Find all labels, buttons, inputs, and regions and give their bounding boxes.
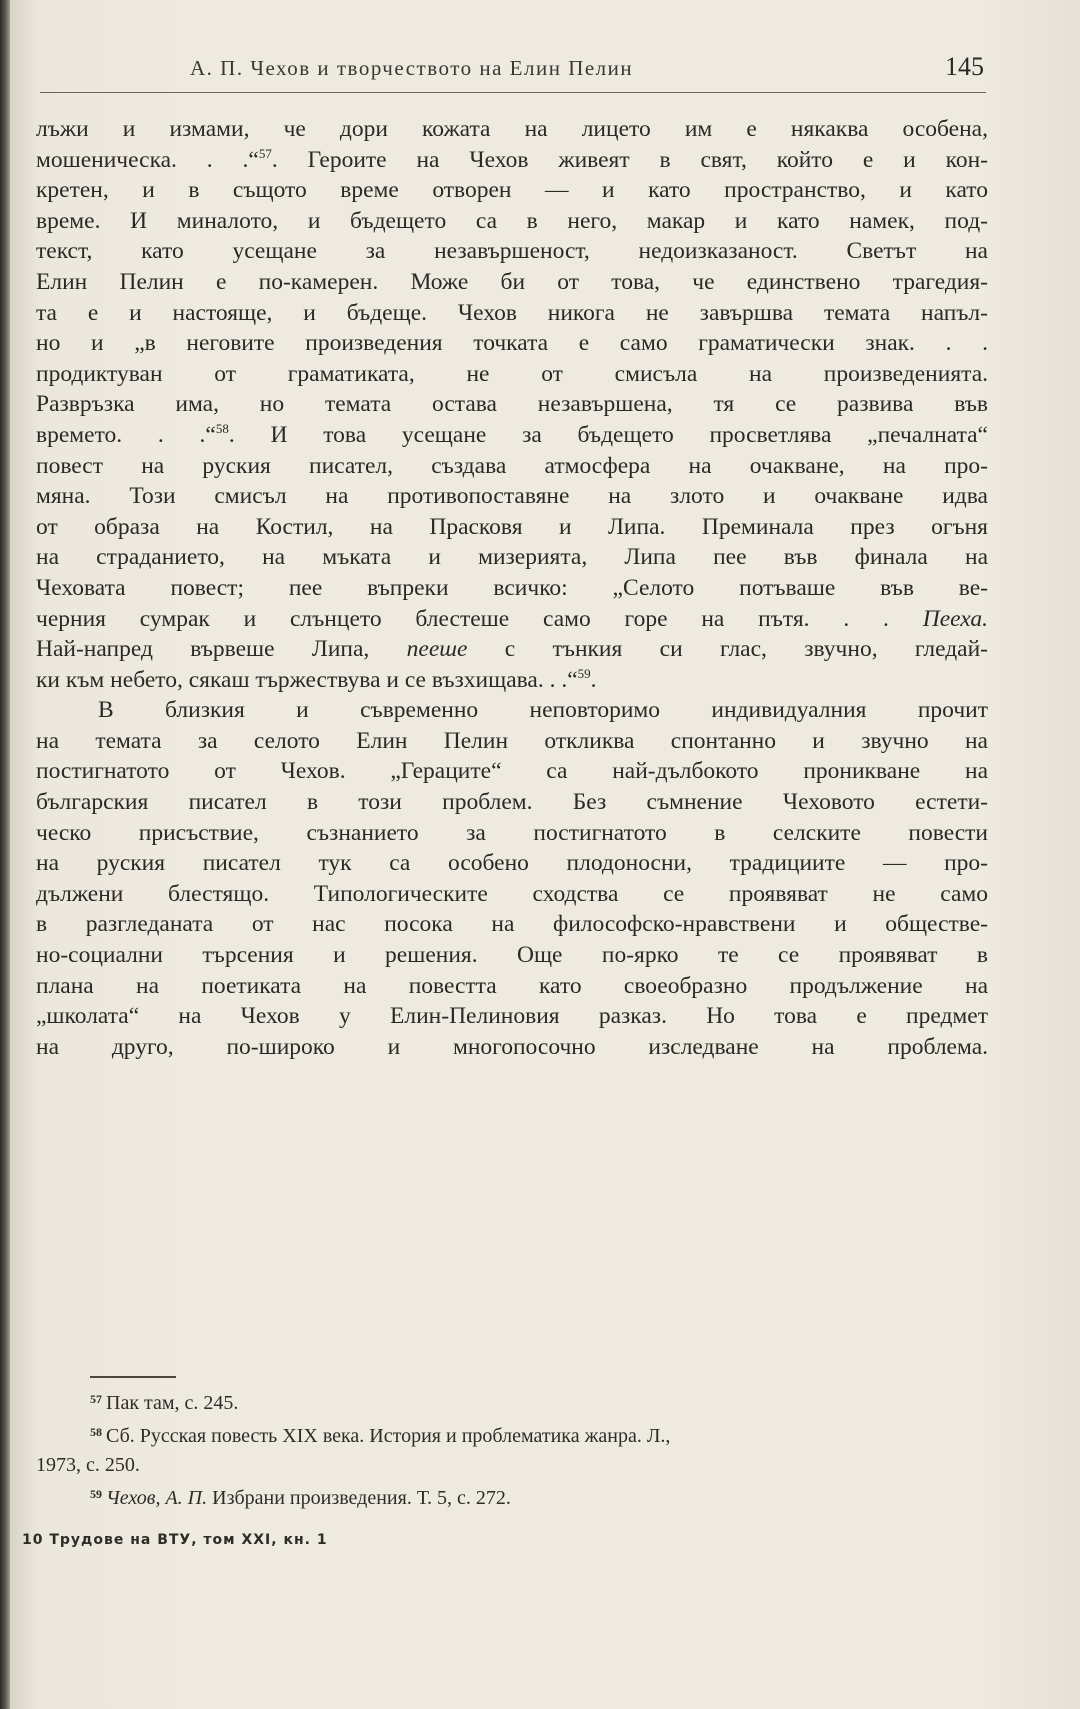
footnote-mark: 59 xyxy=(90,1487,102,1501)
text-line: Елин Пелин е по-камерен. Може би от това, че единствено трагедия- xyxy=(36,268,988,295)
text-line: постигнатото от Чехов. „Гераците“ са най-дълбокото проникване на xyxy=(36,758,988,785)
text-line xyxy=(36,145,988,176)
header-rule xyxy=(40,92,986,93)
footnote-58-continued: 1973, с. 250. xyxy=(36,1454,140,1476)
footnote-58 xyxy=(36,1418,988,1451)
text-line: продиктуван от граматиката, не от смисъла на произведенията. xyxy=(36,360,988,387)
text-fragment: черния сумрак и слънцето блестеше само горе на пътя. . . xyxy=(36,605,889,632)
text-line xyxy=(36,420,988,451)
text-fragment: мошеническа. . .“ xyxy=(36,146,259,173)
text-fragment: ки към небето, сякаш тържествува и се възхищава. . .“ xyxy=(36,666,578,693)
italic-fragment: пееше xyxy=(406,636,468,663)
footnote-ref-57: 57 xyxy=(258,145,272,161)
text-line xyxy=(36,604,988,635)
running-title: А. П. Чехов и творчеството на Елин Пелин xyxy=(190,56,634,80)
text-line: в разгледаната от нас посока на философско-нравствени и обществе- xyxy=(36,911,988,938)
text-line: на руския писател тук са особено плодоносни, традициите — про- xyxy=(36,850,988,877)
text-line: плана на поетиката на повестта като своеобразно продължение на xyxy=(36,972,988,999)
body-text xyxy=(36,114,988,1062)
text-line: текст, като усещане за незавършеност, недоизказаност. Светът на xyxy=(36,238,988,265)
footnote-text: Избрани произведения. Т. 5, с. 272. xyxy=(207,1487,511,1509)
text-fragment: с тънкия си глас, звучно, гледай- xyxy=(467,636,988,663)
text-line: „школата“ на Чехов у Елин-Пелиновия разказ. Но това е предмет xyxy=(36,1003,988,1030)
footnote-59 xyxy=(36,1480,988,1513)
page-number: 145 xyxy=(945,52,984,81)
italic-fragment: Пееха. xyxy=(922,605,988,632)
text-line: повест на руския писател, създава атмосфера на очакване, на про- xyxy=(36,452,988,479)
text-line: на друго, по-широко и многопосочно изследване на проблема. xyxy=(36,1033,988,1060)
text-line: ческо присъствие, съзнанието за постигнатото в селските повести xyxy=(36,819,988,846)
text-line: българския писател в този проблем. Без съмнение Чеховото естети- xyxy=(36,789,988,816)
footnote-mark: 57 xyxy=(90,1392,102,1406)
text-line: време. И миналото, и бъдещето са в него, макар и като намек, под- xyxy=(36,207,988,234)
text-line: ки към небето, сякаш тържествува и се възхищава. . .“$^{59}$. xyxy=(36,665,597,693)
text-line: лъжи и измами, че дори кожата на лицето им е някаква особена, xyxy=(36,116,988,142)
footnote-text: Пак там, с. 245. xyxy=(106,1392,239,1414)
footnote-ref-58: 58 xyxy=(215,420,229,436)
text-fragment: Най-напред вървеше Липа, xyxy=(36,636,370,663)
footnote-mark: 58 xyxy=(90,1425,102,1439)
text-line: кретен, и в същото време отворен — и като пространство, и като xyxy=(36,177,988,204)
footnote-57 xyxy=(36,1385,988,1418)
footnote-rule xyxy=(90,1376,176,1378)
text-line: но и „в неговите произведения точката е само граматически знак. . . xyxy=(36,330,988,357)
text-line: Чеховата повест; пее въпреки всичко: „Селото потъваше във ве- xyxy=(36,574,988,601)
text-fragment: . И това усещане за бъдещето просветлява „печалната“ xyxy=(228,421,988,448)
text-line: дължени блестящо. Типологическите сходства се проявяват не само xyxy=(36,880,988,907)
footnote-ref-59: 59 xyxy=(577,665,591,681)
text-line: Развръзка има, но темата остава незавършена, тя се развива във xyxy=(36,391,988,418)
binding-edge xyxy=(0,0,10,1709)
footnotes xyxy=(36,1385,988,1513)
running-head xyxy=(40,50,990,90)
text-line: та е и настояще, и бъдеще. Чехов никога не завършва темата напъл- xyxy=(36,299,988,326)
paragraph-first-line: В близкия и съвременно неповторимо индивидуалния прочит xyxy=(98,697,988,724)
text-fragment: . Героите на Чехов живеят в свят, който е и кон- xyxy=(271,146,988,173)
text-line: на страданието, на мъката и мизерията, Липа пее във финала на xyxy=(36,544,988,571)
text-line: на темата за селото Елин Пелин откликва спонтанно и звучно на xyxy=(36,727,988,754)
text-line: но-социални търсения и решения. Още по-ярко те се проявяват в xyxy=(36,942,988,969)
text-fragment: времето. . .“ xyxy=(36,421,216,448)
text-line xyxy=(36,634,988,665)
footnote-author: Чехов, А. П. xyxy=(106,1487,208,1509)
text-line: мяна. Този смисъл на противопоставяне на злото и очакване идва xyxy=(36,483,988,510)
printer-signature: 10 Трудове на ВТУ, том XXI, кн. 1 xyxy=(22,1532,328,1548)
footnote-text: Сб. Русская повесть XIX века. История и проблематика жанра. Л., xyxy=(106,1425,671,1447)
text-line: от образа на Костил, на Прасковя и Липа. Преминала през огъня xyxy=(36,513,988,540)
